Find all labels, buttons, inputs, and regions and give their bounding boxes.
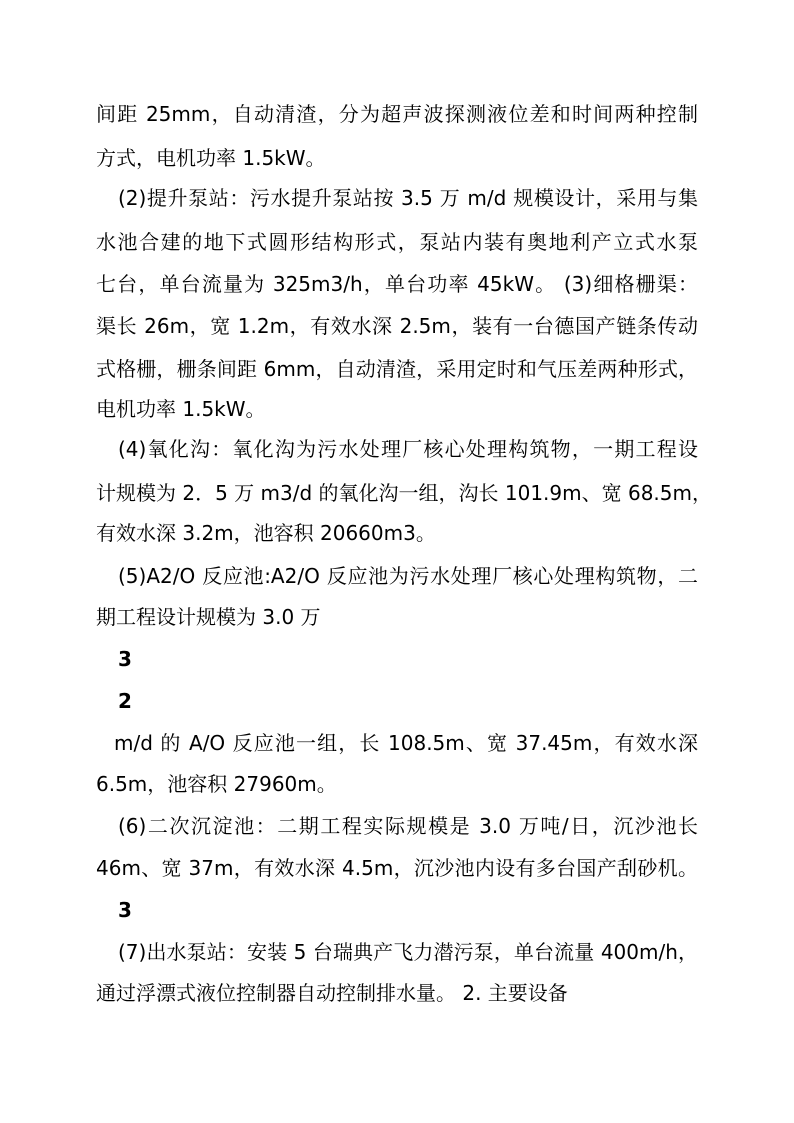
text-line: 间距 25mm，自动清渣，分为超声波探测液位差和时间两种控制 <box>96 102 698 126</box>
text-line: 式格栅，栅条间距 6mm，自动清渣，采用定时和气压差两种形式， <box>96 357 698 381</box>
text-line: 方式，电机功率 1.5kW。 <box>96 146 326 170</box>
text-line: 电机功率 1.5kW。 <box>96 397 266 421</box>
text-line: (4)氧化沟：氧化沟为污水处理厂核心处理构筑物，一期工程设 <box>118 437 698 461</box>
text-line: 有效水深 3.2m，池容积 20660m3。 <box>96 521 436 545</box>
subscript-digit: 2 <box>118 689 132 713</box>
text-line: (2)提升泵站：污水提升泵站按 3.5 万 m/d 规模设计，采用与集 <box>118 186 698 210</box>
text-line: 水池合建的地下式圆形结构形式，泵站内装有奥地利产立式水泵 <box>96 230 698 254</box>
text-line: (7)出水泵站：安装 5 台瑞典产飞力潜污泵，单台流量 400m/h， <box>118 940 698 964</box>
text-line: (5)A2/O 反应池:A2/O 反应池为污水处理厂核心处理构筑物，二 <box>118 564 698 588</box>
text-line: 渠长 26m，宽 1.2m，有效水深 2.5m，装有一台德国产链条传动 <box>96 314 698 338</box>
text-line: 期工程设计规模为 3.0 万 <box>96 605 321 629</box>
text-line: m/d 的 A/O 反应池一组，长 108.5m、宽 37.45m，有效水深 <box>114 731 698 755</box>
text-line: 计规模为 2．5 万 m3/d 的氧化沟一组，沟长 101.9m、宽 68.5m， <box>96 481 712 505</box>
text-line: 46m、宽 37m，有效水深 4.5m，沉沙池内设有多台国产刮砂机。 <box>96 856 698 880</box>
text-line: (6)二次沉淀池：二期工程实际规模是 3.0 万吨/日，沉沙池长 <box>118 814 698 838</box>
superscript-digit: 3 <box>118 898 132 922</box>
text-line: 通过浮漂式液位控制器自动控制排水量。 2. 主要设备 <box>96 981 568 1005</box>
superscript-digit: 3 <box>118 647 132 671</box>
text-line: 6.5m，池容积 27960m。 <box>96 772 337 796</box>
text-line: 七台，单台流量为 325m3/h，单台功率 45kW。 (3)细格栅渠： <box>96 272 698 296</box>
